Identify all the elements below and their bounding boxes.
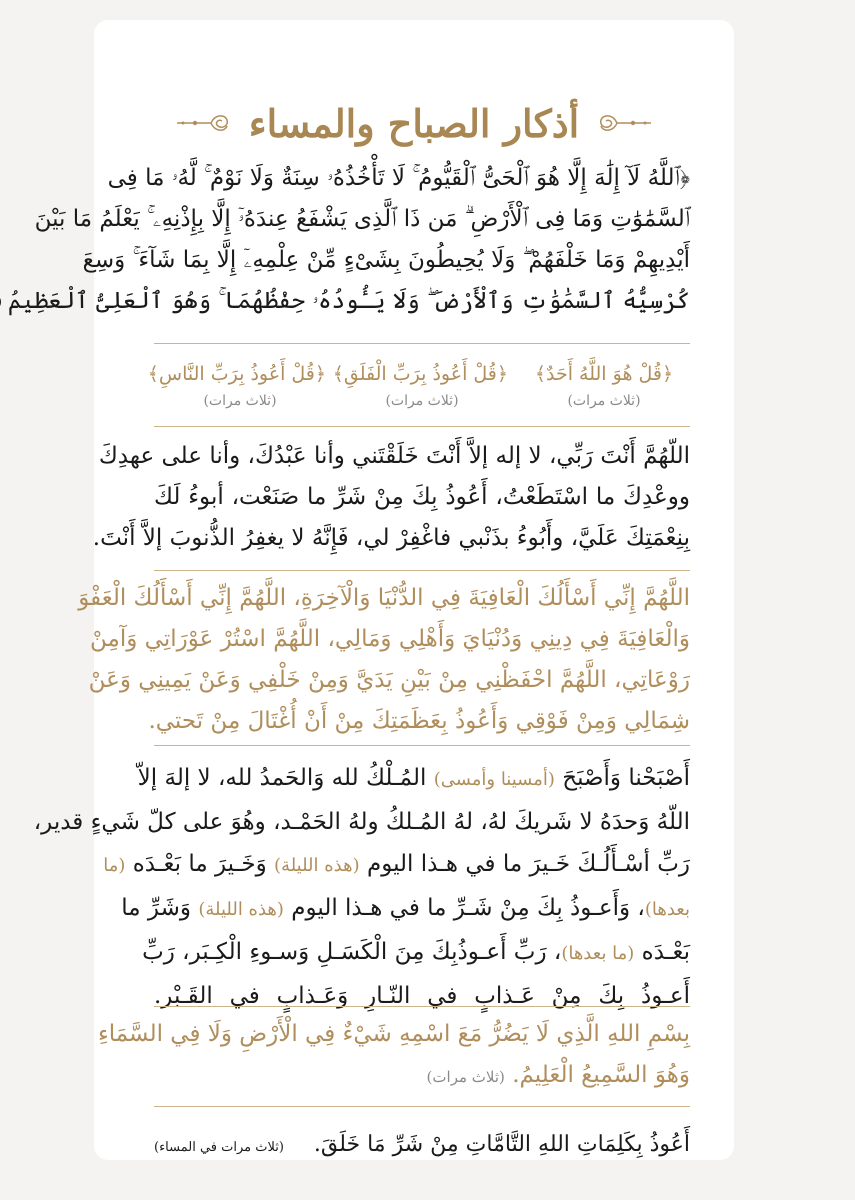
dua-line: شِمَالِي وَمِنْ فَوْقِي وَأَعُوذُ بِعَظَمَتِكَ مِنْ أَنْ أُغْتَالَ مِنْ تَحتي. bbox=[148, 708, 690, 734]
dua-line bbox=[103, 843, 690, 887]
dua-line: اللّهُمَّ أَنْتَ رَبِّي، لا إله إلاَّ أَنْتَ خَلَقْتَني وأنا عَبْدُكَ، وأنا على عهدِكَ bbox=[98, 443, 690, 469]
divider bbox=[154, 745, 690, 746]
final-note: (ثلاث مرات في المساء) bbox=[154, 1140, 284, 1155]
dua-line: رَوْعَاتِي، اللَّهُمَّ احْفَظْنِي مِنْ بَيْنِ يَدَيَّ وَمِنْ خَلْفِي وَعَنْ يَمِينِي وَعَنْ bbox=[88, 667, 690, 693]
page-title: أذكار الصباح والمساء bbox=[248, 100, 580, 146]
ayat-kursi bbox=[7, 158, 690, 322]
qul-count: (ثلاث مرات) bbox=[385, 393, 459, 409]
bismillah-dua bbox=[97, 1014, 690, 1098]
ornament-left-icon bbox=[175, 108, 233, 138]
divider bbox=[154, 570, 690, 571]
text-part: أَصْبَحْنا وَأَصْبَحَ bbox=[562, 765, 690, 791]
evening-variant: بعدها) bbox=[644, 899, 690, 920]
qul-name: ﴿قُلْ هُوَ اللَّهُ أَحَدٌ﴾ bbox=[534, 363, 674, 385]
ayat-line: أَيْدِيهِمْ وَمَا خَلْفَهُمْ ۖ وَلَا يُحِيطُونَ بِشَىْءٍ مِّنْ عِلْمِهِۦٓ إِلَّا بِمَا شَآءَ ۚ وَسِعَ bbox=[82, 247, 690, 273]
ayah-number-badge bbox=[0, 290, 1, 314]
dua-line bbox=[142, 931, 690, 975]
evening-variant: (ما bbox=[103, 855, 126, 876]
qul-row bbox=[147, 359, 690, 439]
afiyah-dua bbox=[78, 578, 690, 742]
qul-ikhlas bbox=[518, 359, 690, 439]
dua-line bbox=[137, 757, 690, 801]
dua-line: ووعْدِكَ ما اسْتَطَعْتُ، أَعُوذُ بِكَ مِنْ شَرِّ ما صَنَعْت، أبوءُ لَكَ bbox=[154, 484, 690, 510]
final-text: أَعُوذُ بِكَلِمَاتِ اللهِ التَّامَّاتِ مِنْ شَرِّ مَا خَلَقَ. bbox=[313, 1132, 690, 1157]
text-part: ، وَأَعـوذُ بِكَ مِنْ شَـرِّ ما في هـذا اليوم bbox=[291, 895, 645, 921]
divider bbox=[154, 426, 690, 427]
dua-line-last bbox=[154, 1055, 690, 1098]
dua-line: بِسْمِ اللهِ الَّذِي لَا يَضُرُّ مَعَ اسْمِهِ شَيْءٌ فِي الْأَرْضِ وَلَا فِي السَّمَاءِ bbox=[97, 1021, 690, 1047]
qul-name: ﴿قُلْ أَعُوذُ بِرَبِّ النَّاسِ﴾ bbox=[147, 363, 326, 385]
text-part: ، رَبِّ أَعـوذُبِكَ مِنَ الْكَسَـلِ وَسـوءِ الْكِـبَر، رَبِّ bbox=[142, 939, 562, 965]
adhkar-card bbox=[7, 20, 734, 1160]
final-dua bbox=[154, 1132, 690, 1157]
dua-line: أَعـوذُ بِكَ مِنْ عَـذابٍ في النّـارِ وَعَـذابٍ في القَـبْر. bbox=[154, 983, 690, 1009]
dua-line: اللَّهُمَّ إِنِّي أَسْأَلُكَ الْعَافِيَةَ فِي الدُّنْيَا وَالْآخِرَةِ، اللَّهُمَّ إِنِّي أَسْأَلُكَ الْعَفْوَ bbox=[78, 585, 690, 611]
text-part: رَبِّ أسْـأَلُـكَ خَـيرَ ما في هـذا اليوم bbox=[366, 851, 690, 877]
divider bbox=[154, 343, 690, 344]
evening-variant: (ما بعدها) bbox=[561, 943, 635, 964]
repeat-count: (ثلاث مرات) bbox=[426, 1068, 505, 1086]
evening-variant: (هذه الليلة) bbox=[274, 855, 360, 876]
text-part: المُـلْكُ لله وَالحَمدُ لله، لا إلهَ إلاّ bbox=[137, 765, 427, 791]
ayat-line: ٱلسَّمَٰوَٰتِ وَمَا فِى ٱلْأَرْضِ ۗ مَن ذَا ٱلَّذِى يَشْفَعُ عِندَهُۥٓ إِلَّا بِإِذْنِهِۦ ۚ يَعْلَمُ مَا بَيْنَ bbox=[34, 206, 690, 232]
evening-variant: (أمسينا وأمسى) bbox=[433, 769, 555, 790]
divider bbox=[154, 1106, 690, 1107]
evening-variant: (هذه الليلة) bbox=[198, 899, 284, 920]
divider bbox=[154, 1006, 690, 1007]
qul-count: (ثلاث مرات) bbox=[203, 393, 277, 409]
text-part: وَهُوَ السَّمِيعُ الْعَلِيمُ. bbox=[512, 1062, 690, 1088]
qul-falaq bbox=[332, 359, 508, 439]
text-part: وَشَرِّ ما bbox=[121, 895, 192, 921]
qul-nas bbox=[147, 359, 326, 439]
dua-line: اللّهُ وَحدَهُ لا شَريكَ لهُ، لهُ المُـلكُ ولهُ الحَمْـد، وهُوَ على كلّ شَيءٍ قدير، bbox=[33, 809, 690, 835]
ayat-line: ﴿ٱللَّهُ لَآ إِلَٰهَ إِلَّا هُوَ ٱلْحَىُّ ٱلْقَيُّومُ ۚ لَا تَأْخُذُهُۥ سِنَةٌ وَلَا نَوْمٌ ۚ لَّهُۥ مَا فِى bbox=[107, 165, 690, 191]
qul-name: ﴿قُلْ أَعُوذُ بِرَبِّ الْفَلَقِ﴾ bbox=[332, 363, 508, 385]
asbahna-dua bbox=[33, 757, 690, 1017]
dua-line bbox=[121, 887, 690, 931]
ornament-right-icon bbox=[595, 108, 653, 138]
sayyid-istighfar bbox=[92, 436, 690, 559]
text-part: وَخَـيرَ ما بَعْـدَه bbox=[132, 851, 267, 877]
title-row bbox=[94, 88, 734, 158]
ayat-line-last bbox=[7, 281, 690, 322]
dua-line: بِنِعْمَتِكَ عَلَيَّ، وأَبُوءُ بذَنْبي فاغْفِرْ لي، فَإِنَّهُ لا يغفِرُ الذُّنوبَ إلاَّ أَنْتَ. bbox=[92, 525, 690, 551]
ayat-line-text: كُرْسِيُّهُ ٱلسَّمَٰوَٰتِ وَٱلْأَرْضَ ۖ وَلَا يَـُٔودُهُۥ حِفْظُهُمَا ۚ وَهُوَ ٱلْعَلِىُّ ٱلْعَظِيمُ bbox=[7, 288, 690, 314]
dua-line: وَالْعَافِيَةَ فِي دِينِي وَدُنْيَايَ وَأَهْلِي وَمَالِي، اللَّهُمَّ اسْتُرْ عَوْرَاتِي وَآمِنْ bbox=[90, 626, 690, 652]
text-part: بَعْـدَه bbox=[641, 939, 690, 965]
qul-count: (ثلاث مرات) bbox=[567, 393, 641, 409]
